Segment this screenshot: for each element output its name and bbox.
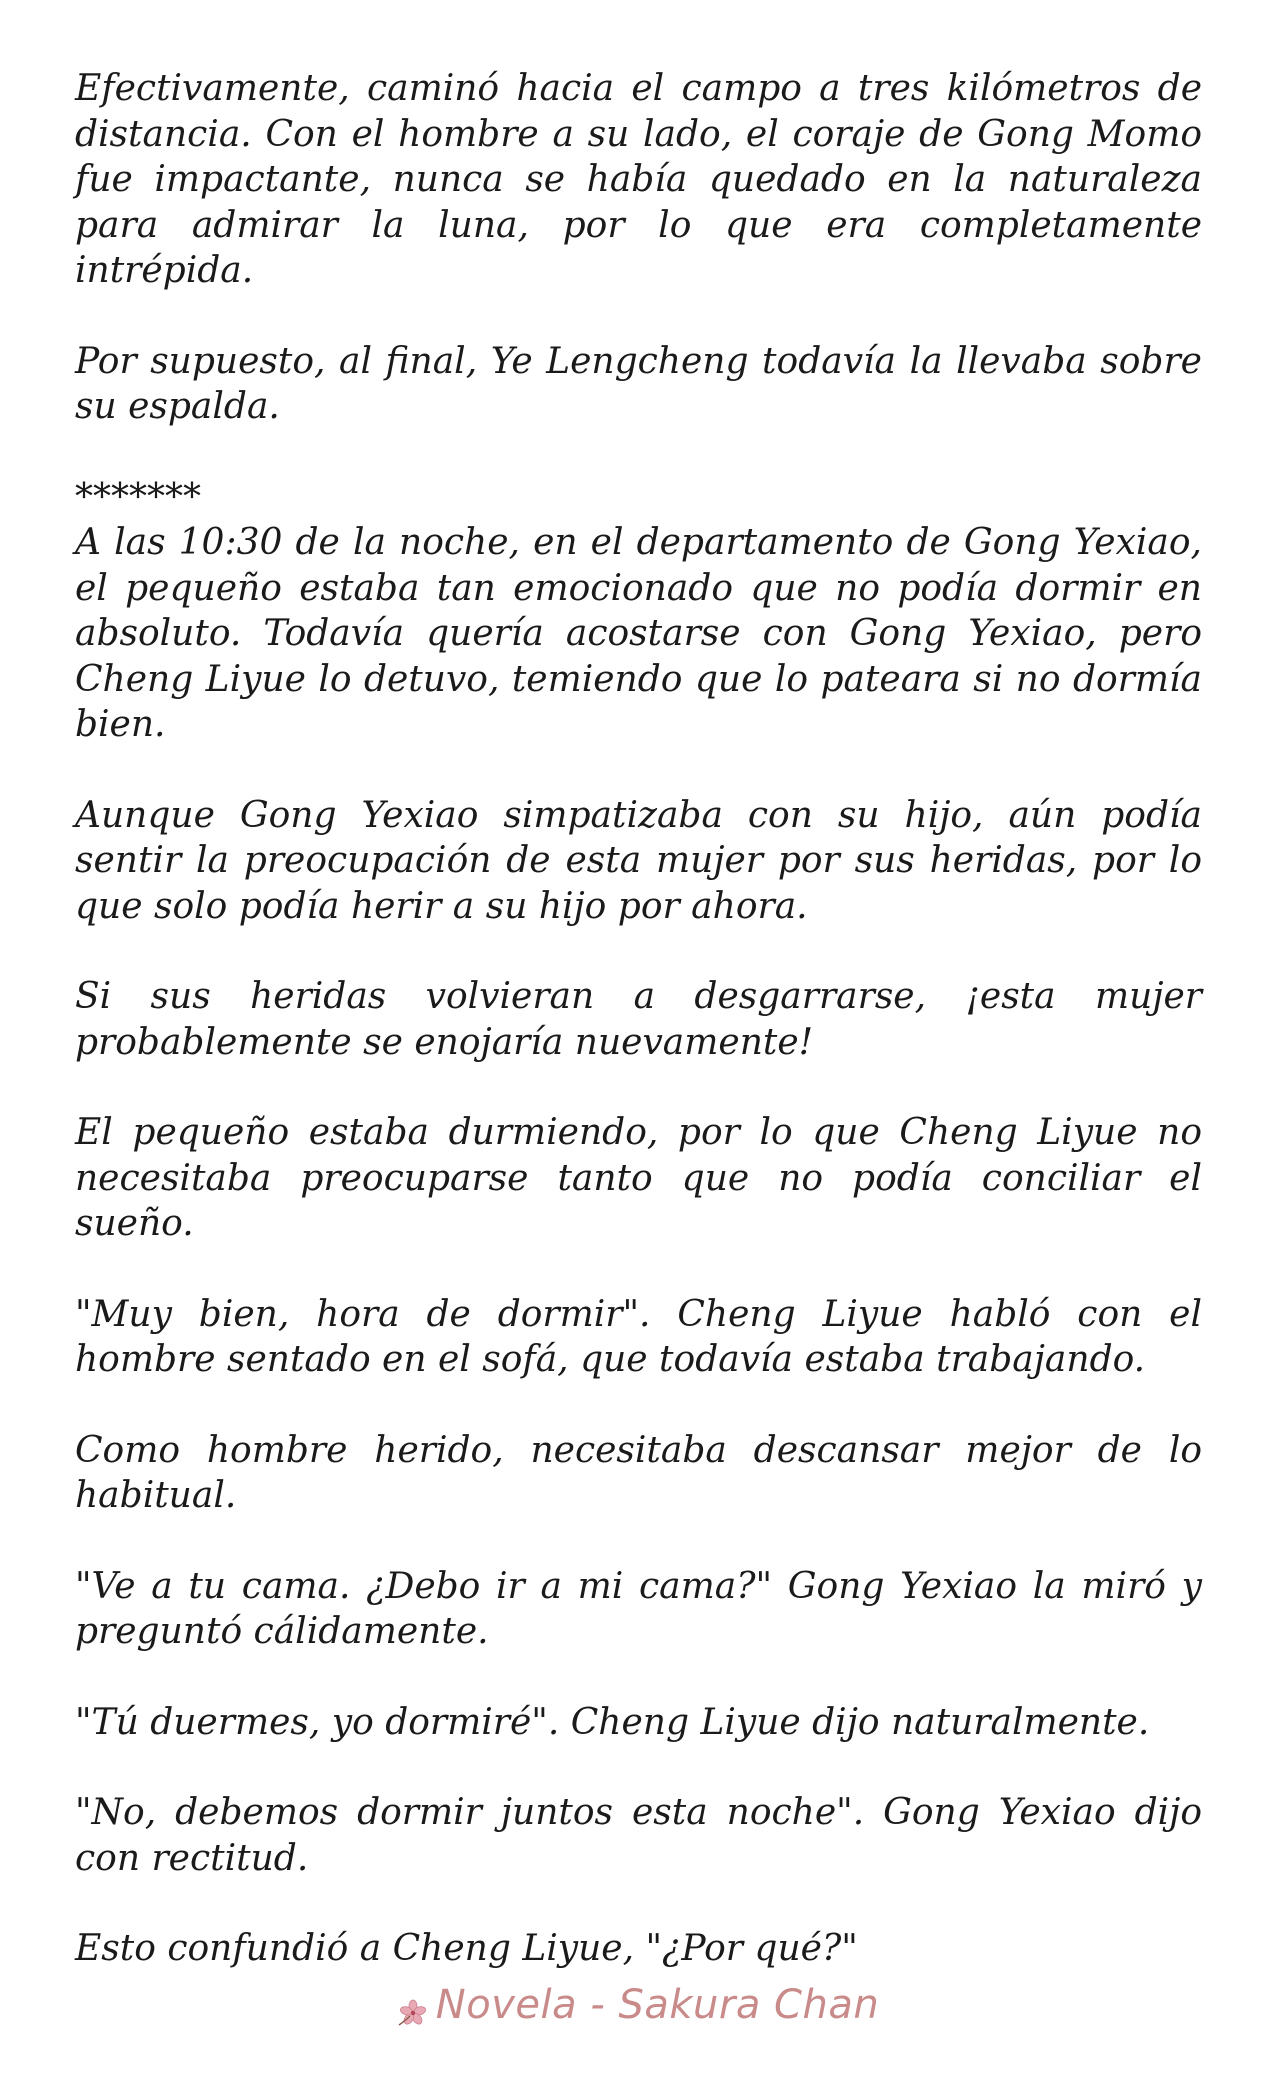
sakura-flower-icon <box>396 1992 430 2022</box>
paragraph-7: "Muy bien, hora de dormir". Cheng Liyue habló con el hombre sentado en el sofá, que todavía estaba trabajando. <box>75 1293 1202 1380</box>
watermark-text: Novela - Sakura Chan <box>435 1982 880 2028</box>
paragraph-4: Aunque Gong Yexiao simpatizaba con su hijo, aún podía sentir la preocupación de esta mujer por sus heridas, por lo que solo podía herir a su hijo por ahora. <box>75 794 1202 927</box>
scene-break: ******* <box>75 476 201 518</box>
paragraph-3: A las 10:30 de la noche, en el departamento de Gong Yexiao, el pequeño estaba tan emocionado que no podía dormir en absoluto. Todavía quería acostarse con Gong Yexiao, pero Cheng Liyue lo detuvo, temiendo que lo pateara si no dormía bien. <box>75 522 1202 745</box>
paragraph-8: Como hombre herido, necesitaba descansar mejor de lo habitual. <box>75 1429 1202 1516</box>
watermark <box>0 1982 1275 2028</box>
paragraph-11: "No, debemos dormir juntos esta noche". Gong Yexiao dijo con rectitud. <box>75 1792 1202 1879</box>
paragraph-12: Esto confundió a Cheng Liyue, "¿Por qué?" <box>75 1928 858 1969</box>
paragraph-10: "Tú duermes, yo dormiré". Cheng Liyue dijo naturalmente. <box>75 1701 1150 1743</box>
paragraph-6: El pequeño estaba durmiendo, por lo que Cheng Liyue no necesitaba preocuparse tanto que no podía conciliar el sueño. <box>75 1112 1202 1244</box>
paragraph-1: Efectivamente, caminó hacia el campo a tres kilómetros de distancia. Con el hombre a su lado, el coraje de Gong Momo fue impactante, nunca se había quedado en la naturaleza para admirar la luna, por lo que era completamente intrépida. <box>75 68 1202 291</box>
novel-page <box>75 66 1202 1972</box>
paragraph-2: Por supuesto, al final, Ye Lengcheng todavía la llevaba sobre su espalda. <box>75 340 1202 427</box>
paragraph-9: "Ve a tu cama. ¿Debo ir a mi cama?" Gong Yexiao la miró y preguntó cálidamente. <box>75 1565 1202 1652</box>
paragraph-5: Si sus heridas volvieran a desgarrarse, ¡esta mujer probablemente se enojaría nuevamente! <box>75 976 1202 1063</box>
